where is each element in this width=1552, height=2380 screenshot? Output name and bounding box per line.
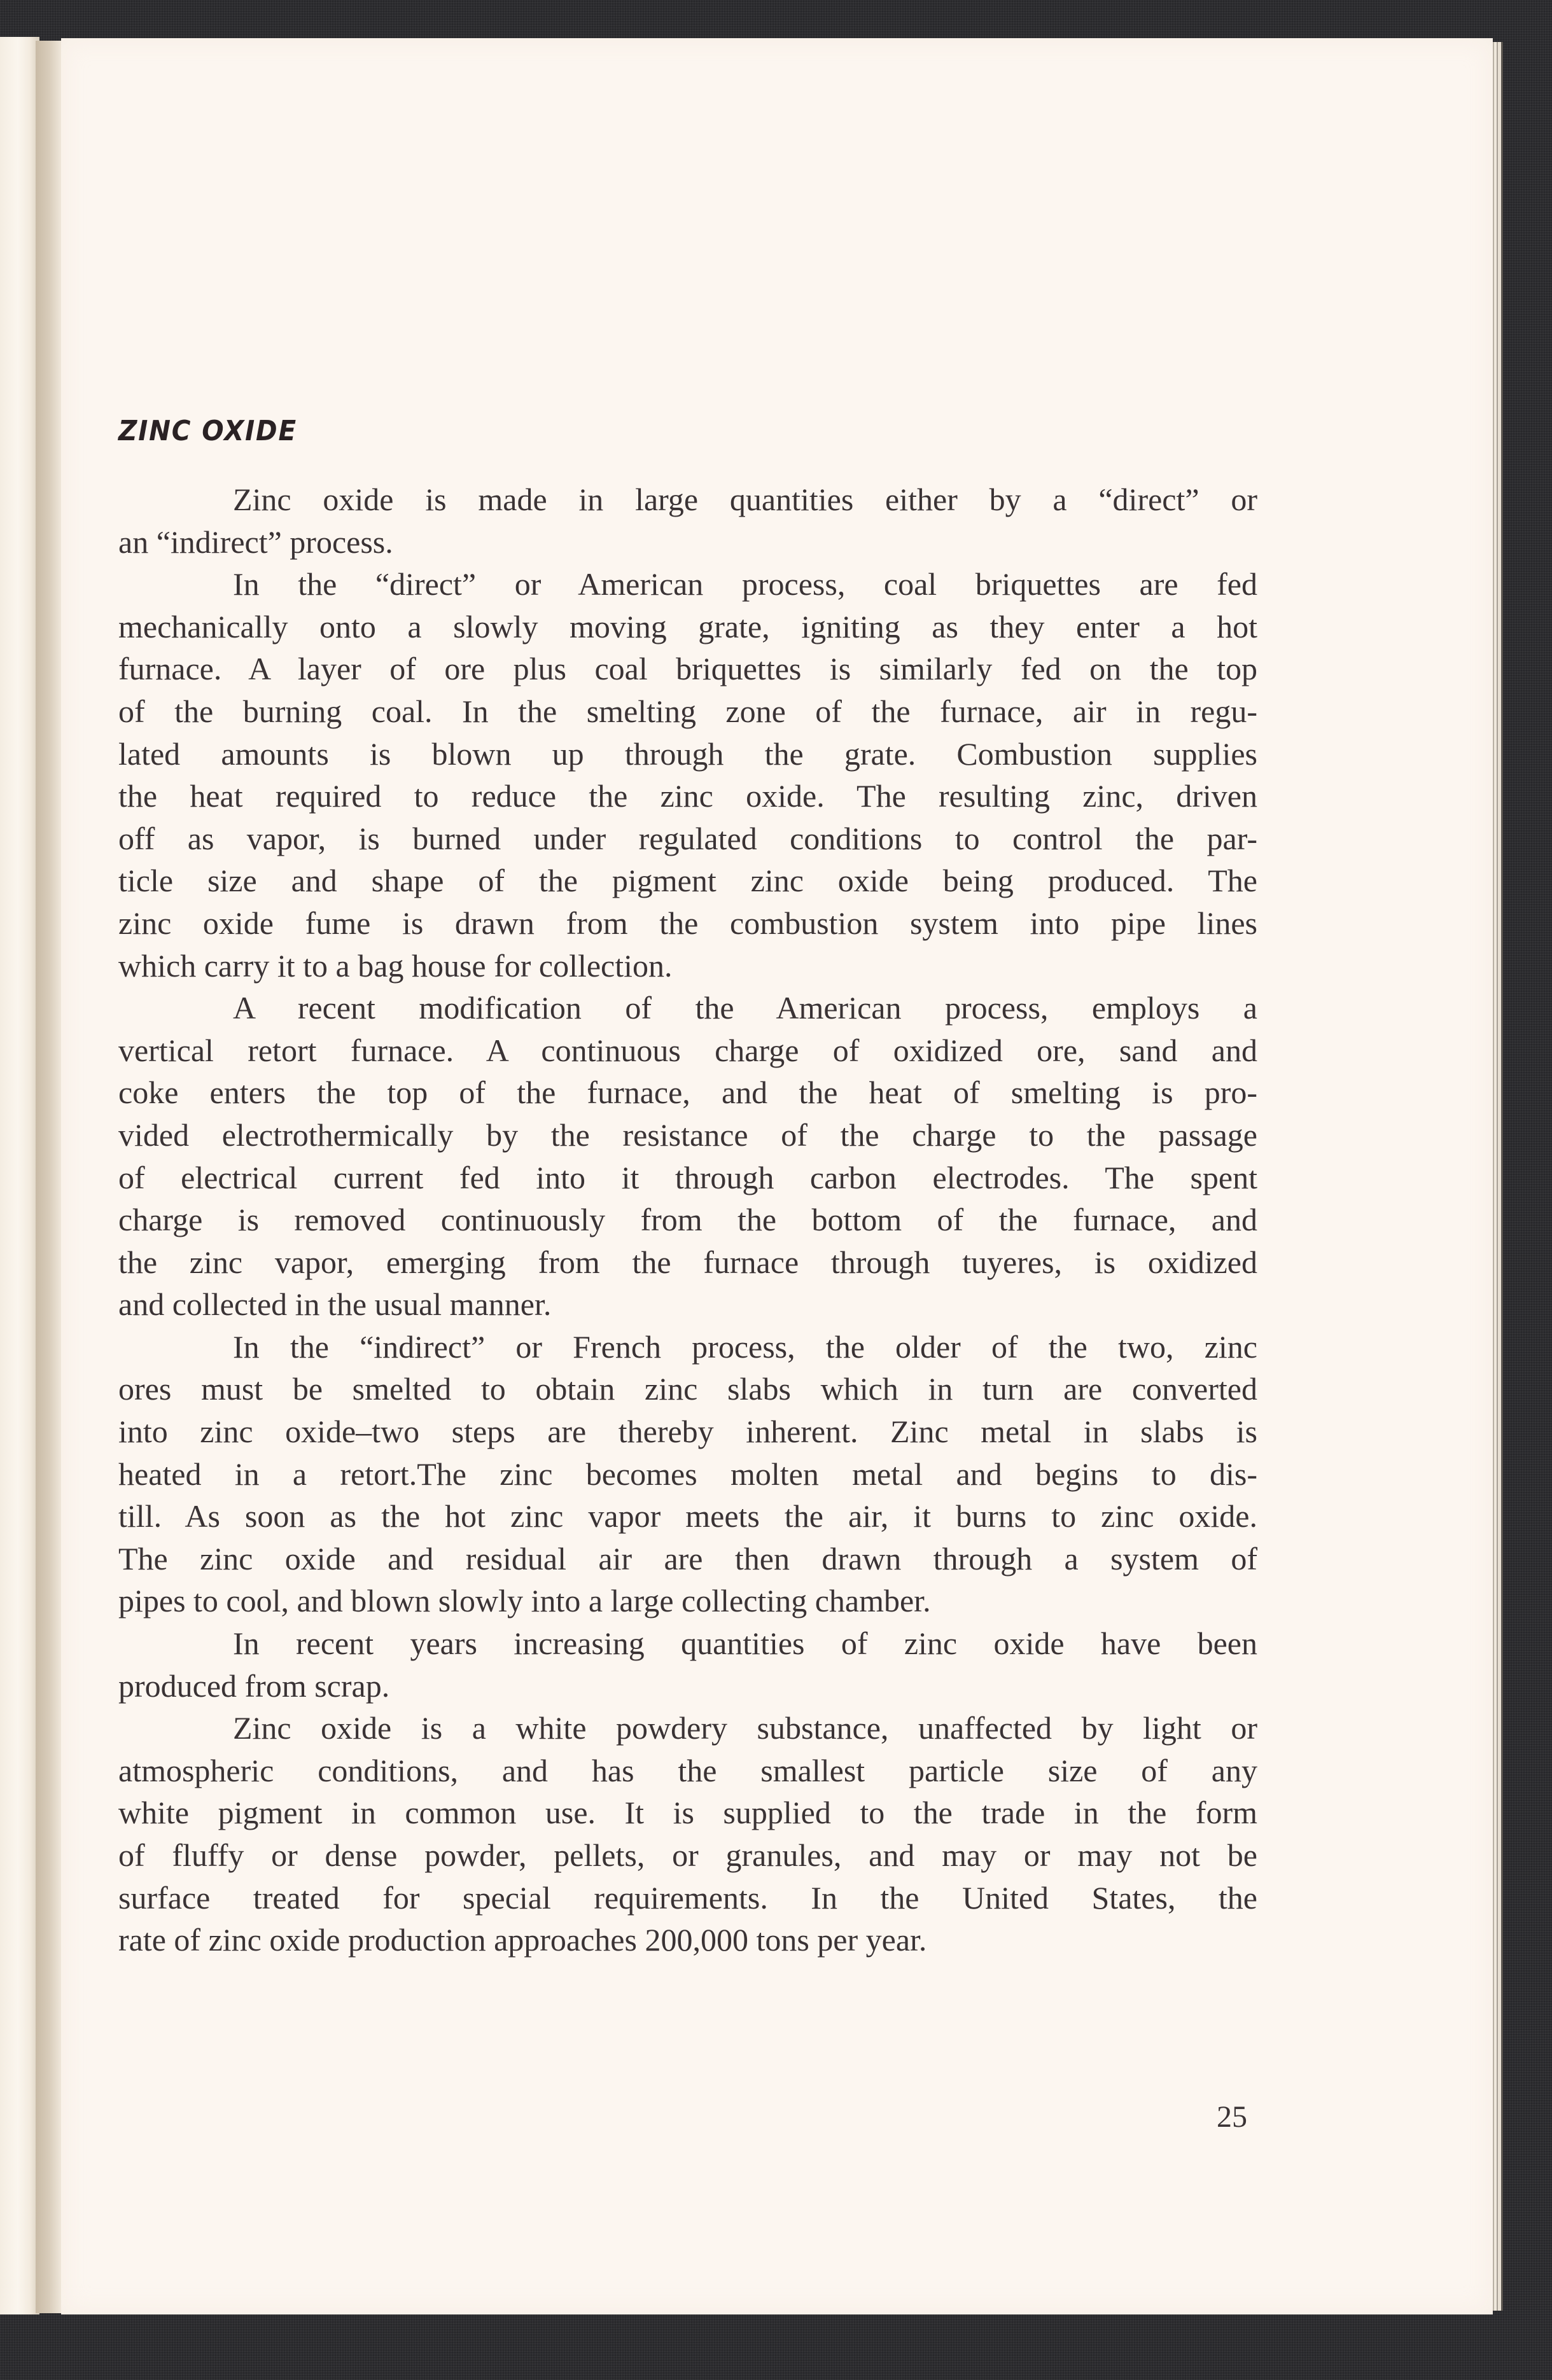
text-line: of fluffy or dense powder, pellets, or granules, and may or may not be xyxy=(118,1837,1257,1873)
text-line: In recent years increasing quantities of zinc oxide have been xyxy=(233,1625,1257,1662)
paragraph xyxy=(118,478,1257,563)
text-line: surface treated for special requirements. In the United States, the xyxy=(118,1879,1257,1916)
text-line: vertical retort furnace. A continuous charge of oxidized ore, sand and xyxy=(118,1032,1257,1068)
text-line: In the “indirect” or French process, the older of the two, zinc xyxy=(233,1328,1257,1365)
text-line: The zinc oxide and residual air are then drawn through a system of xyxy=(118,1540,1257,1576)
text-line: In the “direct” or American process, coal briquettes are fed xyxy=(233,566,1257,602)
paragraph xyxy=(118,1622,1257,1707)
text-line: produced from scrap. xyxy=(118,1667,390,1704)
spine-gutter xyxy=(36,41,62,2313)
text-line: into zinc oxide–two steps are thereby inherent. Zinc metal in slabs is xyxy=(118,1414,1257,1450)
text-line: white pigment in common use. It is supplied to the trade in the form xyxy=(118,1795,1257,1831)
text-line: mechanically onto a slowly moving grate, igniting as they enter a hot xyxy=(118,608,1257,644)
text-line: ores must be smelted to obtain zinc slabs which in turn are converted xyxy=(118,1371,1257,1407)
text-line: Zinc oxide is a white powdery substance, unaffected by light or xyxy=(233,1710,1257,1746)
left-page-edge xyxy=(0,37,39,2314)
text-line: lated amounts is blown up through the grate. Combustion supplies xyxy=(118,735,1257,772)
text-line: coke enters the top of the furnace, and the heat of smelting is pro- xyxy=(118,1075,1257,1111)
text-line: Zinc oxide is made in large quantities either by a “direct” or xyxy=(233,482,1257,517)
text-line: off as vapor, is burned under regulated conditions to control the par- xyxy=(118,820,1257,856)
paragraph xyxy=(118,563,1257,987)
text-line: the heat required to reduce the zinc oxide. The resulting zinc, driven xyxy=(118,778,1257,814)
page-number: 25 xyxy=(1217,2100,1247,2134)
text-line: till. As soon as the hot zinc vapor meets the air, it burns to zinc oxide. xyxy=(118,1498,1257,1534)
text-line: A recent modification of the American process, employs a xyxy=(233,990,1257,1026)
text-line: charge is removed continuously from the bottom of the furnace, and xyxy=(118,1202,1257,1238)
text-line: which carry it to a bag house for collection. xyxy=(118,947,673,984)
text-line: heated in a retort.The zinc becomes molten metal and begins to dis- xyxy=(118,1456,1257,1492)
text-line: pipes to cool, and blown slowly into a large collecting chamber. xyxy=(118,1583,931,1619)
text-line: vided electrothermically by the resistance of the charge to the passage xyxy=(118,1117,1257,1153)
body-text xyxy=(118,478,1257,1961)
paragraph xyxy=(118,987,1257,1326)
text-line: and collected in the usual manner. xyxy=(118,1286,552,1323)
paragraph xyxy=(118,1326,1257,1622)
text-line: an “indirect” process. xyxy=(118,524,393,560)
text-line: zinc oxide fume is drawn from the combustion system into pipe lines xyxy=(118,905,1257,941)
text-line: of electrical current fed into it through carbon electrodes. The spent xyxy=(118,1159,1257,1195)
text-line: rate of zinc oxide production approaches 200,000 tons per year. xyxy=(118,1922,927,1958)
text-line: atmospheric conditions, and has the smallest particle size of any xyxy=(118,1752,1257,1788)
text-line: the zinc vapor, emerging from the furnace through tuyeres, is oxidized xyxy=(118,1244,1257,1280)
page-stack-edge xyxy=(1493,42,1503,2311)
text-line: furnace. A layer of ore plus coal briquettes is similarly fed on the top xyxy=(118,651,1257,687)
section-heading: ZINC OXIDE xyxy=(118,415,297,447)
paragraph xyxy=(118,1707,1257,1961)
text-line: of the burning coal. In the smelting zone of the furnace, air in regu- xyxy=(118,693,1257,729)
text-line: ticle size and shape of the pigment zinc oxide being produced. The xyxy=(118,863,1257,899)
